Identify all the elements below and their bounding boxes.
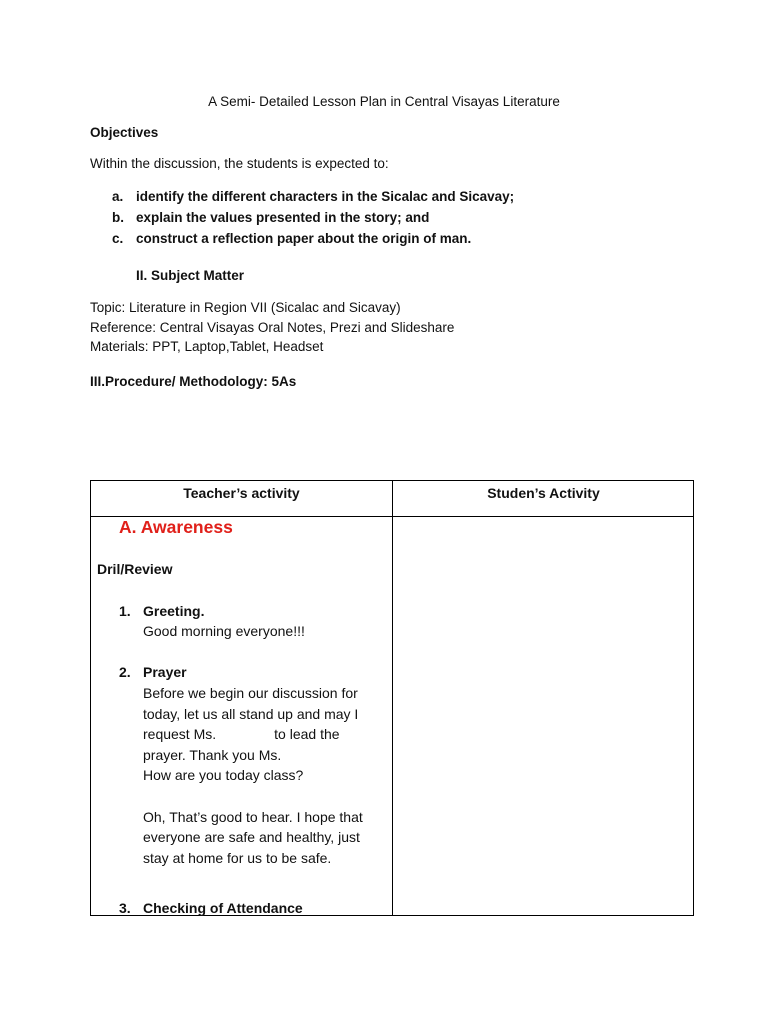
objectives-list bbox=[112, 186, 514, 249]
step-line bbox=[143, 786, 363, 807]
step-number: 2. bbox=[119, 664, 131, 680]
objective-item bbox=[112, 228, 514, 249]
step-title: Greeting. bbox=[143, 603, 205, 619]
reference-line: Reference: Central Visayas Oral Notes, Prezi and Slideshare bbox=[90, 319, 455, 335]
objective-marker: b. bbox=[112, 210, 124, 225]
document-title: A Semi- Detailed Lesson Plan in Central Visayas Literature bbox=[208, 94, 560, 109]
materials-line: Materials: PPT, Laptop,Tablet, Headset bbox=[90, 339, 324, 354]
subject-matter-details bbox=[90, 298, 454, 357]
step-line: prayer. Thank you Ms. bbox=[143, 746, 282, 763]
step-line-part: to lead the bbox=[274, 726, 340, 743]
objective-marker: c. bbox=[112, 231, 124, 246]
objectives-heading: Objectives bbox=[90, 125, 159, 140]
objective-item bbox=[112, 207, 514, 228]
step-title: Prayer bbox=[143, 664, 187, 680]
step-number: 1. bbox=[119, 603, 131, 619]
step-body bbox=[143, 621, 305, 642]
header-teacher-activity: Teacher’s activity bbox=[183, 485, 300, 501]
step-line: Good morning everyone!!! bbox=[143, 623, 305, 639]
step-line-part: request Ms. bbox=[143, 726, 217, 743]
step-line: everyone are safe and healthy, just bbox=[143, 829, 360, 846]
procedure-heading: III.Procedure/ Methodology: 5As bbox=[90, 374, 297, 389]
student-activity-cell bbox=[393, 517, 694, 915]
header-student-activity: Studen’s Activity bbox=[487, 485, 600, 501]
objective-text: explain the values presented in the story; and bbox=[136, 210, 430, 225]
step-line-with-blank bbox=[143, 724, 363, 745]
subsection-title: Dril/Review bbox=[97, 561, 173, 577]
topic-line: Topic: Literature in Region VII (Sicalac and Sicavay) bbox=[90, 300, 401, 315]
subject-matter-heading: II. Subject Matter bbox=[136, 268, 245, 283]
lesson-activity-table bbox=[90, 480, 694, 916]
step-line: How are you today class? bbox=[143, 767, 304, 784]
step-number: 3. bbox=[119, 900, 131, 916]
step-line: Before we begin our discussion for bbox=[143, 685, 358, 701]
step-line: Oh, That’s good to hear. I hope that bbox=[143, 808, 363, 825]
objective-text: identify the different characters in the Sicalac and Sicavay; bbox=[136, 189, 515, 204]
objective-item bbox=[112, 186, 514, 207]
objectives-intro: Within the discussion, the students is expected to: bbox=[90, 156, 389, 171]
objective-text: construct a reflection paper about the origin of man. bbox=[136, 231, 472, 246]
step-line: stay at home for us to be safe. bbox=[143, 849, 332, 866]
step-body bbox=[143, 683, 363, 868]
section-title: A. Awareness bbox=[119, 517, 233, 537]
step-title: Checking of Attendance bbox=[143, 900, 303, 916]
step-line: today, let us all stand up and may I bbox=[143, 705, 359, 722]
objective-marker: a. bbox=[112, 189, 124, 204]
